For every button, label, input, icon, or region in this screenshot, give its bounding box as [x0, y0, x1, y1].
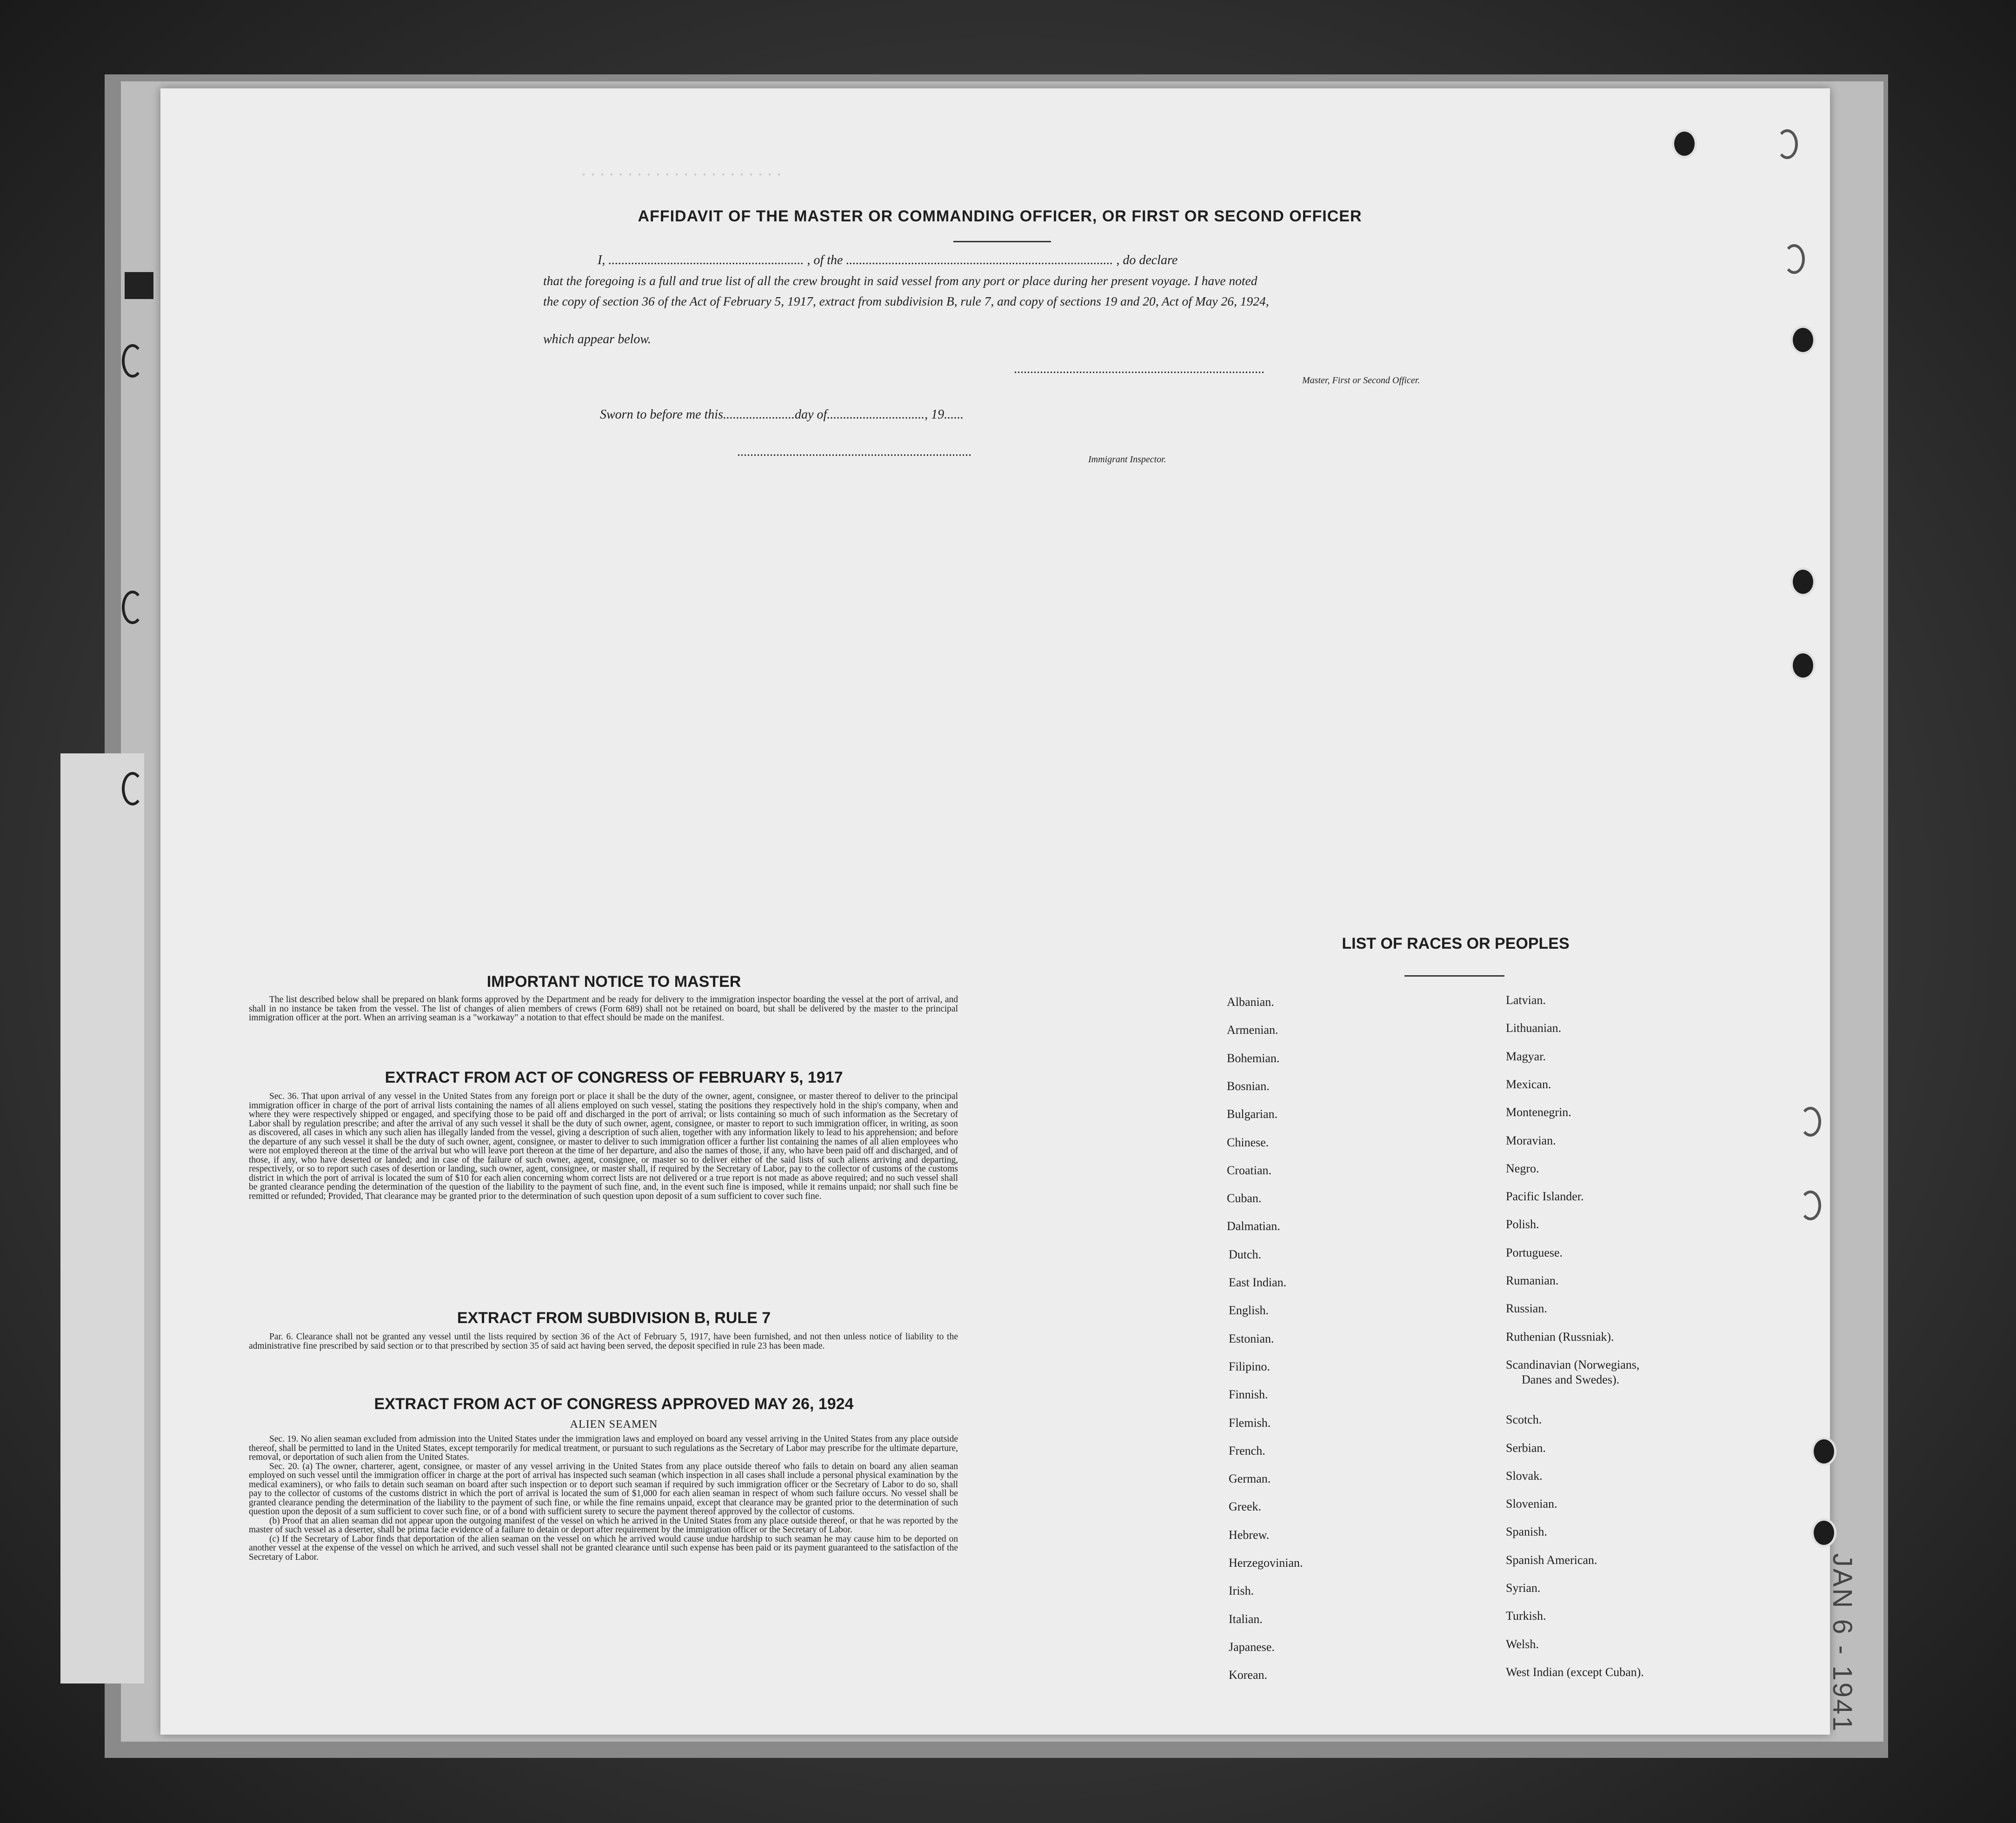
race-item: Rumanian.	[1506, 1274, 1559, 1287]
date-stamp: JAN 6 - 1941	[1827, 1553, 1857, 1733]
affidavit-i: I,	[598, 253, 605, 267]
affidavit-do-declare: , do declare	[1116, 253, 1178, 267]
affidavit-title: AFFIDAVIT OF THE MASTER OR COMMANDING OFFICER, OR FIRST OR SECOND OFFICER	[638, 207, 1362, 225]
punch-hole	[1776, 129, 1798, 159]
bleed-through: . . . . . . . . . . . . . . . . . . . . . .	[581, 159, 781, 180]
race-item: Turkish.	[1506, 1609, 1546, 1623]
sworn-year: , 19	[925, 407, 945, 422]
punch-hole	[122, 772, 143, 805]
notice-title: IMPORTANT NOTICE TO MASTER	[486, 973, 741, 991]
blank-year: ......	[944, 407, 964, 422]
race-item: Dutch.	[1229, 1247, 1262, 1261]
race-item: Danes and Swedes).	[1522, 1372, 1620, 1386]
punch-hole	[1790, 567, 1816, 596]
race-item: Irish.	[1229, 1584, 1254, 1598]
act-1917-body	[249, 1092, 958, 1201]
race-item: East Indian.	[1229, 1276, 1287, 1289]
notice-body	[249, 995, 958, 1023]
race-item: Lithuanian.	[1506, 1021, 1562, 1035]
blank-day: ......................	[723, 407, 795, 422]
act-1924-title: EXTRACT FROM ACT OF CONGRESS APPROVED MAY 26, 1924	[374, 1395, 854, 1413]
race-item: Bosnian.	[1227, 1079, 1270, 1093]
race-item: Scotch.	[1506, 1413, 1542, 1427]
race-item: Moravian.	[1506, 1133, 1556, 1147]
title-underline	[953, 241, 1051, 242]
race-item: Bohemian.	[1227, 1051, 1280, 1065]
race-item: Albanian.	[1227, 995, 1274, 1009]
race-item: Cuban.	[1227, 1191, 1262, 1205]
race-item: Scandinavian (Norwegians,	[1506, 1357, 1640, 1371]
sec-19-text: Sec. 19. No alien seaman excluded from admission into the United States under the immigration laws and employed on board any vessel arriving in the United States from any place outside thereof, shall be permitted to land in the United States, except temporarily for medical treatment, or pursuant to such regulations as the Secretary of Labor may prescribe for the ultimate departure, removal, or deportation of such alien from the United States.	[249, 1434, 958, 1462]
punch-hole	[122, 344, 143, 378]
sworn-line	[600, 405, 964, 425]
race-item: Russian.	[1506, 1302, 1547, 1316]
races-underline	[1404, 975, 1504, 977]
race-item: Magyar.	[1506, 1049, 1546, 1063]
race-item: Polish.	[1506, 1218, 1539, 1231]
race-item: Armenian.	[1227, 1023, 1278, 1037]
sworn-label: Sworn to before me this	[600, 407, 723, 422]
race-item: Filipino.	[1229, 1359, 1270, 1373]
sec-20c-text: (c) If the Secretary of Labor finds that deportation of the alien seaman on the vessel on which he arrived would cause undue hardship to such seaman he may cause him to be deported on another vessel at the expense of the vessel on which he arrived, and such vessel shall not be granted clearance until such expense has been paid or its payment guaranteed to the satisfaction of the Secretary of Labor.	[249, 1534, 958, 1562]
act-1924-body	[249, 1435, 958, 1562]
race-item: Hebrew.	[1229, 1528, 1270, 1542]
race-item: Spanish American.	[1506, 1553, 1597, 1567]
binder-clip	[125, 272, 153, 299]
punch-hole	[122, 591, 143, 624]
race-item: Herzegovinian.	[1229, 1556, 1303, 1570]
race-item: Bulgarian.	[1227, 1107, 1278, 1121]
punch-hole	[1800, 1191, 1821, 1220]
race-item: Portuguese.	[1506, 1245, 1563, 1259]
rule-7-title: EXTRACT FROM SUBDIVISION B, RULE 7	[457, 1309, 771, 1327]
race-item: Serbian.	[1506, 1441, 1546, 1455]
inspector-caption: Immigrant Inspector.	[1088, 454, 1166, 465]
race-item: Estonian.	[1229, 1331, 1274, 1345]
affidavit-of-the: , of the	[807, 253, 843, 267]
act-1917-text: Sec. 36. That upon arrival of any vessel in the United States from any foreign port or place it shall be the duty of the owner, agent, consignee, or master thereof to deliver to the principal immigration officer in charge of the port of arrival lists containing the names of all aliens employed on such vessel, stating the positions they respectively hold in the ship's company, when and where they were respectively shipped or engaged, and specifying those to be paid off and discharged in the port of arrival; or lists containing so much of such information as the Secretary of Labor shall by regulation prescribe; and after the arrival of any such vessel it shall be the duty of such owner, agent, consignee, or master to report to such immigration officer, in writing, as soon as discovered, all cases in which any such alien has illegally landed from the vessel, giving a description of such alien, together with any information likely to lead to his apprehension; and before the departure of any such vessel it shall be the duty of such owner, agent, consignee, or master to deliver to such immigration officer a further list containing the names of all alien employees who were not employed thereon at the time of the arrival but who will leave port thereon at the time of her departure, and also the names of those, if any, who have been paid off and discharged, and of those, if any, who have deserted or landed; and in case of the failure of such owner, agent, consignee, or master so to deliver either of the said lists of such aliens arriving and departing, respectively, or so to report such cases of desertion or landing, such owner, agent, consignee, or master shall, if required by the Secretary of Labor, pay to the collector of customs of the customs district in which the port of arrival is located the sum of $10 for each alien concerning whom correct lists are not delivered or a true report is not made as above required; and no such vessel shall be granted clearance pending the determination of the question of the liability to the payment of such fine, and, in the event such fine is imposed, while it remains unpaid; nor shall such fine be remitted or refunded; Provided, That clearance may be granted prior to the determination of such question upon deposit of a sum sufficient to cover such fine.	[249, 1091, 958, 1201]
punch-hole	[1800, 1107, 1821, 1137]
punch-hole	[1811, 1437, 1836, 1466]
race-item: Syrian.	[1506, 1581, 1541, 1595]
race-item: Finnish.	[1229, 1388, 1268, 1402]
notice-text: The list described below shall be prepared on blank forms approved by the Department and be ready for delivery to the immigration inspector boarding the vessel at the port of arrival, and shall in no instance be taken from the vessel. The list of changes of alien members of crews (Form 689) shall not be retained on board, but shall be delivered by the master to the principal immigration officer at the port. When an arriving seaman is a "workaway" a notation to that effect should be made on the manifest.	[249, 995, 958, 1023]
race-item: Dalmatian.	[1227, 1219, 1280, 1233]
races-title: LIST OF RACES OR PEOPLES	[1342, 935, 1570, 952]
sec-20b-text: (b) Proof that an alien seaman did not appear upon the outgoing manifest of the vessel on which he arrived in the United States from any place outside thereof, or that he was reported by the master of such vessel as a deserter, shall be prima facie evidence of a failure to detain or deport after requirement by the immigration officer or the Secretary of Labor.	[249, 1516, 958, 1535]
race-item: Montenegrin.	[1506, 1105, 1571, 1119]
race-item: Korean.	[1229, 1668, 1268, 1682]
punch-hole	[1783, 244, 1805, 274]
blank-month: ..............................	[827, 407, 925, 422]
blank-name: ............................................................	[605, 253, 807, 267]
sec-20a-text: Sec. 20. (a) The owner, charterer, agent, consignee, or master of any vessel arriving in the United States from any place outside thereof who fails to detain on board any alien seaman employed on such vessel until the immigration officer in charge at the port of arrival has inspected such seaman (which inspection in all cases shall include a personal physical examination by the medical examiners), or who fails to detain such seaman on board after such inspection or to deport such seaman if required by such immigration officer or the Secretary of Labor to do so, shall pay to the collector of customs of the customs district in which the port of arrival is located the sum of $1,000 for each alien seaman in respect of whom such failure occurs. No vessel shall be granted clearance pending the determination of the liability to the payment of such fine, or while the fine remains unpaid, except that clearance may be granted prior to the determination of such question upon the deposit of a sum sufficient to cover such fine, or of a bond with sufficient surety to secure the payment thereof approved by the collector of customs.	[249, 1461, 958, 1517]
act-1924-subtitle: ALIEN SEAMEN	[570, 1418, 658, 1430]
blank-vessel: ..................................................................................	[843, 253, 1117, 267]
race-item: Slovenian.	[1506, 1497, 1557, 1511]
signature-caption: Master, First or Second Officer.	[1302, 375, 1420, 386]
punch-hole	[1790, 326, 1816, 354]
affidavit-line-2: that the foregoing is a full and true list of all the crew brought in said vessel from any port or place during her present voyage. I have noted	[543, 273, 1258, 288]
race-item: Italian.	[1229, 1612, 1263, 1626]
punch-hole	[1672, 129, 1697, 158]
race-item: Flemish.	[1229, 1416, 1271, 1430]
affidavit-line-3: the copy of section 36 of the Act of February 5, 1917, extract from subdivision B, rule 7, and copy of sections 19 and 20, Act of May 26, 1924,	[543, 294, 1269, 308]
race-item: Greek.	[1229, 1500, 1262, 1514]
race-item: Croatian.	[1227, 1163, 1272, 1177]
race-item: French.	[1229, 1444, 1265, 1457]
race-item: Spanish.	[1506, 1525, 1547, 1539]
race-item: Mexican.	[1506, 1077, 1551, 1091]
act-1917-title: EXTRACT FROM ACT OF CONGRESS OF FEBRUARY 5, 1917	[385, 1069, 843, 1086]
signature-dots: .............................................................................	[1014, 362, 1264, 376]
underlying-sheet-left-strip	[60, 753, 144, 1683]
punch-hole	[1790, 651, 1816, 680]
race-item: Latvian.	[1506, 993, 1546, 1007]
punch-hole	[1811, 1518, 1836, 1547]
race-item: German.	[1229, 1472, 1271, 1486]
race-item: Pacific Islander.	[1506, 1190, 1584, 1204]
rule-7-text: Par. 6. Clearance shall not be granted any vessel until the lists required by section 36 of the Act of February 5, 1917, have been furnished, and not then unless notice of liability to the administrative fine prescribed by said section or to that prescribed by section 35 of said act having been served, the deposit specified in rule 23 has been made.	[249, 1332, 958, 1351]
race-item: Negro.	[1506, 1161, 1539, 1175]
inspector-dots: ........................................................................	[737, 445, 971, 459]
race-item: West Indian (except Cuban).	[1506, 1665, 1644, 1679]
rule-7-body	[249, 1332, 958, 1351]
race-item: English.	[1229, 1304, 1269, 1317]
race-item: Welsh.	[1506, 1637, 1539, 1651]
affidavit-line-1	[598, 250, 1178, 271]
affidavit-line-4: which appear below.	[543, 332, 652, 346]
race-item: Chinese.	[1227, 1135, 1269, 1149]
sworn-day-of: day of	[794, 407, 827, 422]
race-item: Ruthenian (Russniak).	[1506, 1330, 1614, 1344]
race-item: Slovak.	[1506, 1469, 1543, 1483]
race-item: Japanese.	[1229, 1640, 1275, 1654]
